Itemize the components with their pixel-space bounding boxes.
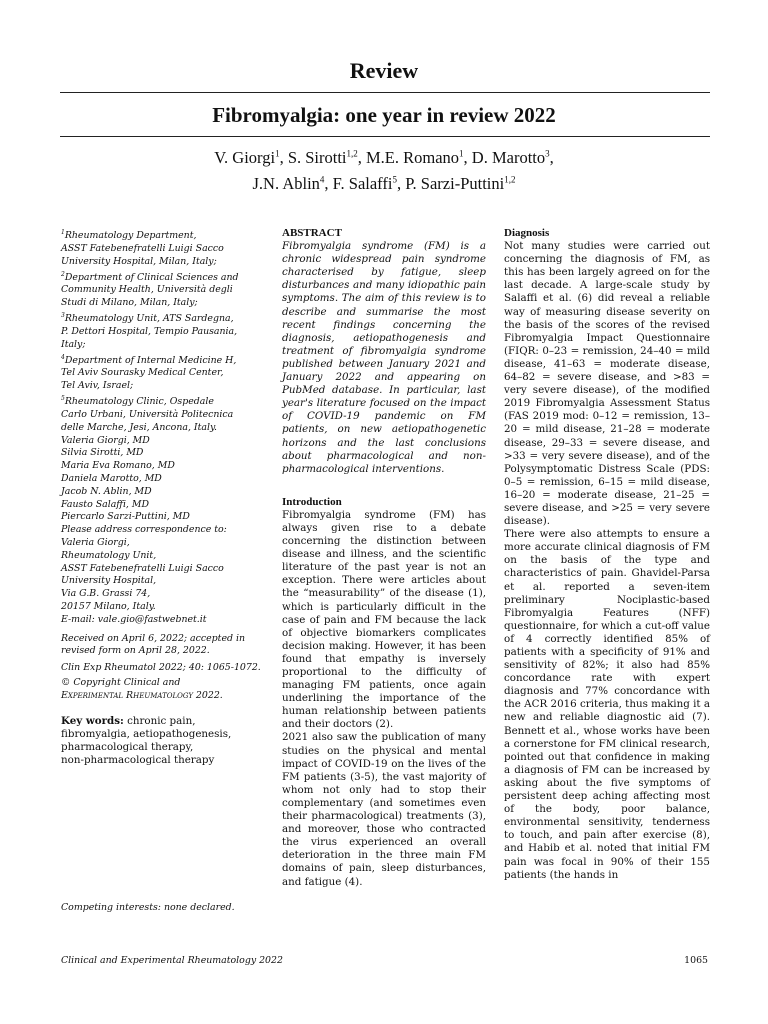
author-name: Daniela Marotto, MD <box>61 472 162 484</box>
section-label: Review <box>349 58 419 83</box>
title-rule <box>60 136 710 137</box>
author: S. Sirotti$^{1,2}$, <box>287 147 366 167</box>
affiliation: $^4$Department of Internal Medicine H, Tel Aviv Sourasky Medical Center, Tel Aviv, Israel; <box>61 353 237 392</box>
correspondence <box>61 524 266 626</box>
correspondence-line: Rheumatology Unit, <box>61 549 157 561</box>
author-list <box>0 142 768 195</box>
diagnosis-paragraph: Not many studies were carried out concerning the diagnosis of FM, as this has been largely agreed on for the last decade. A large-scale study by Salaffi et al. (6) did reveal a reliable way of measuring disease severity on the basis of the scores of the revised Fibromyalgia Impact Questionnaire (FIQR: 0–23 = remission, 24–40 = mild disease, 41–63 = moderate disease, 64–82 = severe disease, and >83 = very severe disease), of the modified 2019 Fibromyalgia Assessment Status (FAS 2019 mod: 0–12 = remission, 13–20 = mild disease, 21–28 = moderate disease, 29–33 = severe disease, and >33 = very severe disease), and of the Polysymptomatic Distress Scale (PDS: 0–5 = remission, 6–15 = mild disease, 16–20 = moderate disease, 21–25 = severe disease, and >25 = very severe disease). <box>504 240 710 528</box>
competing-interests: Competing interests: none declared. <box>61 902 235 913</box>
top-rule <box>60 92 710 93</box>
keywords: Key words: chronic pain, fibromyalgia, aetiopathogenesis, pharmacological therapy, non-pharmacological therapy <box>61 714 232 766</box>
received-dates: Received on April 6, 2022; accepted in revised form on April 28, 2022. <box>61 632 246 657</box>
introduction-paragraph: 2021 also saw the publication of many studies on the physical and mental impact of COVID-19 on the lives of the FM patients (3-5), the vast majority of whom not only had to stop their complementary (and sometimes even their pharmacological) treatments (3), and moreover, those who contracted the virus experienced an overall deterioration in the three main FM domains of pain, sleep disturbances, and fatigue (4). <box>282 731 486 888</box>
affiliations <box>61 227 266 435</box>
introduction-heading: Introduction <box>282 495 342 508</box>
affiliation: $^2$Department of Clinical Sciences and Community Health, Università degli Studi di Milano, Milan, Italy; <box>61 270 239 309</box>
author-line-2 <box>0 169 768 196</box>
right-column <box>504 227 710 882</box>
correspondence-line: Via G.B. Grassi 74, <box>61 588 151 600</box>
author: F. Salaffi$^5$, <box>332 174 406 193</box>
introduction-paragraph: Fibromyalgia syndrome (FM) has always given rise to a debate concerning the distinction between disease and illness, and the scientific literature of the past year is not an exception. There were articles about the “measurability” of the disease (1), which is particularly difficult in the case of pain and FM because the lack of objective biomarkers complicates decision making. However, it has been found that empathy is inversely proportional to the difficulty of managing FM patients, once again underlining the importance of the human relationship between patients and their doctors (2). <box>282 508 486 731</box>
author-name: Jacob N. Ablin, MD <box>61 485 152 497</box>
correspondence-line: ASST Fatebenefratelli Luigi Sacco <box>61 562 224 574</box>
affiliation: $^1$Rheumatology Department, ASST Fatebenefratelli Luigi Sacco University Hospital, Milan, Italy; <box>61 229 224 267</box>
correspondence-line: Valeria Giorgi, <box>61 536 130 548</box>
middle-column <box>282 227 486 889</box>
abstract-heading: ABSTRACT <box>282 227 342 239</box>
author: M.E. Romano$^1$, <box>366 147 472 167</box>
author: P. Sarzi-Puttini$^{1,2}$ <box>405 174 516 193</box>
author: V. Giorgi$^1$, <box>214 147 288 167</box>
author-line-1 <box>0 142 768 169</box>
citation: Clin Exp Rheumatol 2022; 40: 1065-1072. <box>61 662 261 674</box>
article-title: Fibromyalgia: one year in review 2022 <box>212 103 556 127</box>
copyright: © Copyright Clinical and Experimental Rheumatology 2022. <box>61 676 223 701</box>
keywords-label: Key words: <box>61 714 124 727</box>
correspondence-line: Please address correspondence to: <box>61 524 227 536</box>
correspondence-email[interactable]: E-mail: vale.gio@fastwebnet.it <box>61 613 207 625</box>
author-name: Maria Eva Romano, MD <box>61 460 175 472</box>
author: D. Marotto$^3$, <box>471 147 554 167</box>
author-name: Silvia Sirotti, MD <box>61 447 144 459</box>
author-name: Fausto Salaffi, MD <box>61 498 150 510</box>
sidebar-column <box>61 227 266 767</box>
affiliation: $^5$Rheumatology Clinic, Ospedale Carlo Urbani, Università Politecnica delle Marche, Jesi, Ancona, Italy. <box>61 395 234 433</box>
author-name: Piercarlo Sarzi-Puttini, MD <box>61 511 190 523</box>
affiliation: $^3$Rheumatology Unit, ATS Sardegna, P. Dettori Hospital, Tempio Pausania, Italy; <box>61 312 238 350</box>
author-names <box>61 435 266 525</box>
diagnosis-heading: Diagnosis <box>504 227 550 239</box>
abstract-text: Fibromyalgia syndrome (FM) is a chronic widespread pain syndrome characterised by fatigue, sleep disturbances and many idiopathic pain symptoms. The aim of this review is to describe and summarise the most recent findings concerning the diagnosis, aetiopathogenesis and treatment of fibromyalgia syndrome published between January 2021 and January 2022 and appearing on PubMed database. In particular, last year's literature focused on the impact of COVID-19 pandemic on FM patients, on new aetiopathogenetic horizons and the last conclusions about pharmacological and non-pharmacological interventions. <box>282 240 486 475</box>
author: J.N. Ablin$^4$, <box>252 174 333 193</box>
diagnosis-paragraph: There were also attempts to ensure a more accurate clinical diagnosis of FM on the basis of the type and characteristics of pain. Ghavidel-Parsa et al. reported a seven-item preliminary Nociplastic-based Fibromyalgia Features (NFF) questionnaire, for which a cut-off value of 4 correctly identified 85% of patients with a specificity of 91% and sensitivity of 82%; it also had 85% concordance rate with expert diagnosis and 77% concordance with the ACR 2016 criteria, thus making it a new and reliable diagnostic aid (7). Bennett et al., whose works have been a cornerstone for FM clinical research, pointed out that confidence in making a diagnosis of FM can be increased by asking about the five symptoms of persistent deep aching affecting most of the body, poor balance, environmental sensitivity, tenderness to touch, and pain after exercise (8), and Habib et al. noted that initial FM pain was focal in 90% of their 155 patients (the hands in <box>504 528 710 881</box>
author-name: Valeria Giorgi, MD <box>61 434 150 446</box>
correspondence-line: University Hospital, <box>61 575 157 587</box>
footer-journal: Clinical and Experimental Rheumatology 2022 <box>61 955 283 966</box>
correspondence-line: 20157 Milano, Italy. <box>61 600 156 612</box>
page-number: 1065 <box>684 955 708 966</box>
